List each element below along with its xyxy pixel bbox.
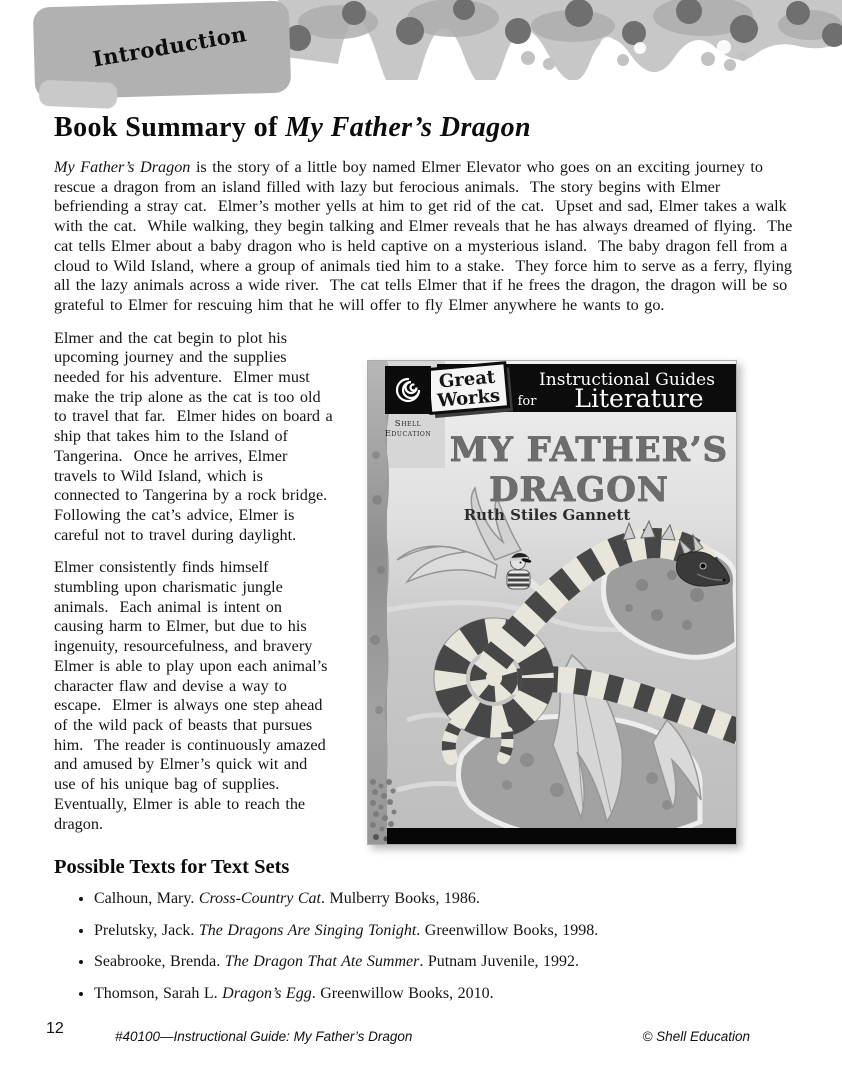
footer-left-text: #40100—Instructional Guide: My Father’s Dragon bbox=[115, 1029, 413, 1044]
summary-paragraph-2: Elmer and the cat begin to plot his upcoming journey and the supplies needed for his adventure. Elmer must make the trip alone as the cat is too old to travel that far. Elmer hides on board a ship that takes him to the Island of Tangerina. Once he arrives, Elmer travels to Wild Island, which is connected to Tangerina by a rock bridge. Following the cat’s advice, Elmer is careful not to travel during daylight. bbox=[54, 328, 339, 544]
page-number: 12 bbox=[46, 1020, 64, 1037]
summary-paragraph-1: My Father’s Dragon is the story of a little boy named Elmer Elevator who goes on an exciting journey to rescue a dragon from an island filled with lazy but ferocious animals. The story begins with Elmer befriending a stray cat. Elmer’s mother yells at him to get rid of the cat. Upset and sad, Elmer takes a walk with the cat. While walking, they begin talking and Elmer reveals that he has always dreamed of flying. The cat tells Elmer about a baby dragon who is held captive on a mysterious island. The baby dragon fell from a cloud to Wild Island, where a group of animals tied him to a stake. They force him to serve as a ferry, flying all the lazy animals across a wide river. The cat tells Elmer that if he frees the dragon, the dragon will be so grateful to Elmer for rescuing him that he will offer to fly Elmer anywhere he wants to go. bbox=[54, 158, 798, 314]
publisher-name-line2: Education bbox=[384, 428, 432, 439]
series-line1: Instructional Guides bbox=[539, 369, 715, 390]
brand-line2: Works bbox=[436, 384, 501, 412]
cover-author: Ruth Stiles Gannett bbox=[463, 505, 631, 524]
text-sets-heading: Possible Texts for Text Sets bbox=[54, 856, 290, 879]
series-for: for bbox=[517, 393, 537, 409]
content-area bbox=[54, 112, 798, 1015]
cover-bottom-bar bbox=[387, 828, 737, 844]
cover-title-line1: My Father’s bbox=[449, 429, 729, 470]
book-title-inline: My Father’s Dragon bbox=[54, 158, 191, 176]
book-cover bbox=[367, 360, 737, 845]
series-line2: Literature bbox=[574, 383, 704, 413]
list-item: • Thomson, Sarah L. Dragon’s Egg. Greenwillow Books, 2010. bbox=[94, 984, 794, 1005]
brand-line1: Great bbox=[438, 366, 497, 393]
book-cover-art bbox=[367, 360, 737, 845]
publisher-name-line1: Shell bbox=[394, 418, 422, 429]
page-title bbox=[54, 112, 794, 144]
dragon-eye-icon bbox=[700, 563, 706, 569]
page-title-book: My Father’s Dragon bbox=[285, 112, 531, 143]
list-item: • Calhoun, Mary. Cross-Country Cat. Mulberry Books, 1986. bbox=[94, 889, 794, 910]
decorative-texture-band bbox=[278, 0, 842, 80]
footer-right-text: © Shell Education bbox=[642, 1029, 750, 1044]
text-set-list bbox=[76, 889, 794, 1004]
summary-paragraph-3: Elmer consistently finds himself stumbling upon charismatic jungle animals. Each animal is intent on causing harm to Elmer, but due to his ingenuity, resourcefulness, and bravery Elmer is able to play upon each animal’s character flaw and devise a way to escape. Elmer is always one step ahead of the wild pack of beasts that pursues him. The reader is continuously amazed and amused by Elmer’s quick wit and use of his unique bag of supplies. Eventually, Elmer is able to reach the dragon. bbox=[54, 558, 334, 833]
intro-tab-label: Introduction bbox=[90, 20, 249, 72]
list-item: • Seabrooke, Brenda. The Dragon That Ate Summer. Putnam Juvenile, 1992. bbox=[94, 952, 794, 973]
intro-tab bbox=[33, 0, 291, 99]
publisher-logo bbox=[385, 366, 432, 439]
page-title-prefix: Book Summary of bbox=[54, 112, 286, 143]
cover-title-line2: Dragon bbox=[489, 469, 669, 510]
great-works-badge bbox=[427, 362, 513, 418]
list-item: • Prelutsky, Jack. The Dragons Are Singing Tonight. Greenwillow Books, 1998. bbox=[94, 921, 794, 942]
